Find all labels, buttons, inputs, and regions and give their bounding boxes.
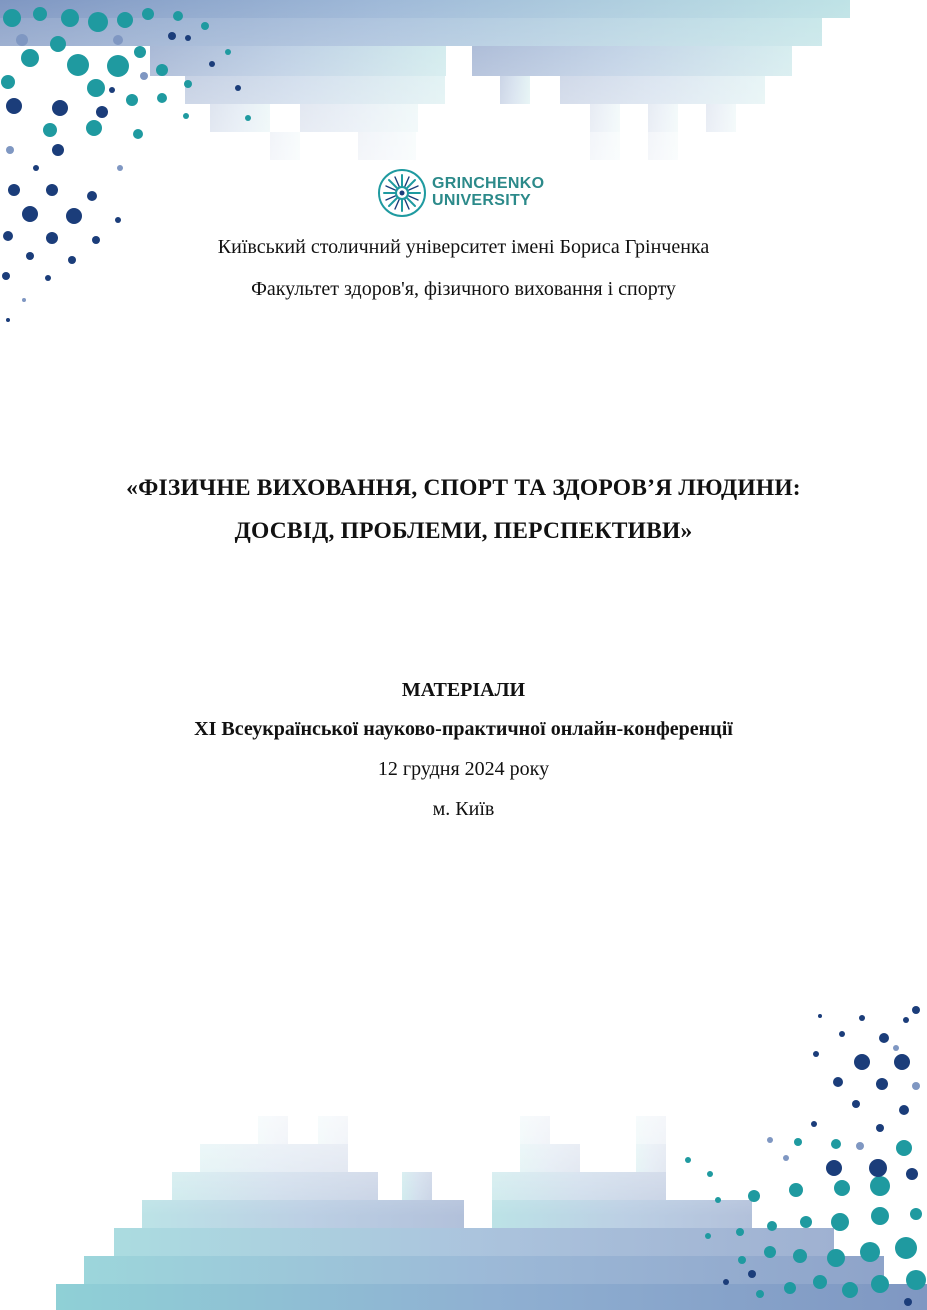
university-name: Київський столичний університет імені Бориса Грінченка: [217, 236, 710, 258]
conference-city: м. Київ: [432, 798, 495, 820]
conference-title-line-1: «ФІЗИЧНЕ ВИХОВАННЯ, СПОРТ ТА ЗДОРОВ’Я ЛЮДИНИ:: [126, 475, 801, 501]
conference-title-line-2: ДОСВІД, ПРОБЛЕМИ, ПЕРСПЕКТИВИ»: [234, 518, 693, 544]
logo-text-grinchenko: GRINCHENKO: [432, 175, 545, 192]
bottom-decoration: [0, 990, 927, 1310]
faculty-name: Факультет здоров'я, фізичного виховання і спорту: [251, 278, 676, 300]
logo-text-university: UNIVERSITY: [432, 192, 532, 209]
conference-description: ХІ Всеукраїнської науково-практичної онлайн-конференції: [194, 718, 733, 740]
university-logo: [376, 167, 556, 219]
conference-date: 12 грудня 2024 року: [377, 758, 550, 780]
materials-label: МАТЕРІАЛИ: [401, 679, 526, 701]
sunburst-emblem-icon: [376, 167, 428, 219]
